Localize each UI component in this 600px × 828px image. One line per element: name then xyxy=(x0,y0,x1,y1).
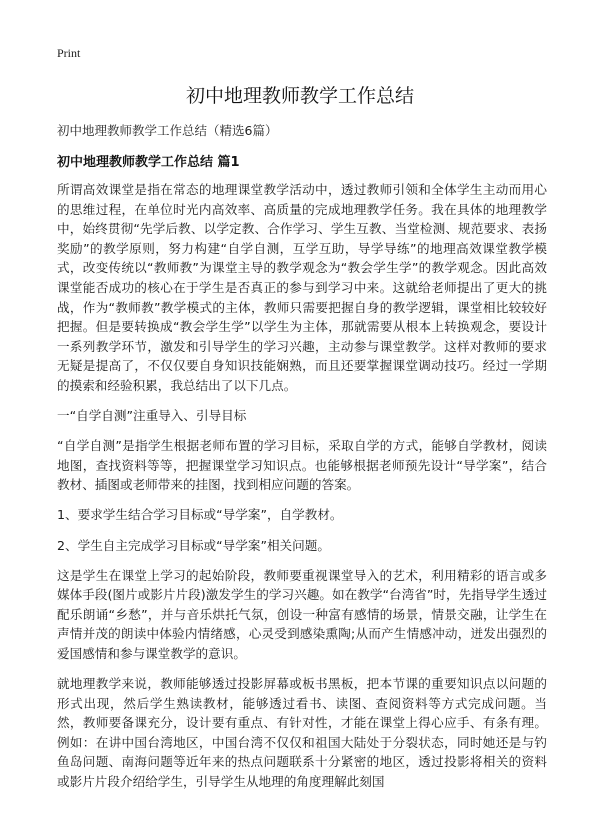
paragraph: 所谓高效课堂是指在常态的地理课堂教学活动中，透过教师引领和全体学生主动而用心的思维过程，在单位时光内高效率、高质量的完成地理教学任务。我在具体的地理教学中，始终贯彻“先学后教、以学定教、合作学习、学生互教、当堂检测、规范要求、表扬奖励”的教学原则，努力构建“自学自测，互学互助，导学导练”的地理高效课堂教学模式，改变传统以“教师教”为课堂主导的教学观念为“教会学生学”的教学观念。因此高效课堂能否成功的核心在于学生是否真正的参与到学习中来。这就给老师提出了更大的挑战，作为“教师教”教学模式的主体，教师只需要把握自身的教学逻辑，课堂相比较较好把握。但是要转换成“教会学生学”以学生为主体，那就需要从根本上转换观念，要设计一系列教学环节，激发和引导学生的学习兴趣，主动参与课堂教学。这样对教师的要求无疑是提高了，不仅仅要自身知识技能娴熟，而且还要掌握课堂调动技巧。经过一学期的摸索和经验积累，我总结出了以下几点。 xyxy=(57,182,547,393)
document-subtitle: 初中地理教师教学工作总结（精选6篇） xyxy=(57,123,278,138)
paragraph: 一“自学自测”注重导入、引导目标 xyxy=(57,408,247,424)
page-title: 初中地理教师教学工作总结 xyxy=(185,85,414,107)
paragraph: “自学自测”是指学生根据老师布置的学习目标，采取自学的方式，能够自学教材，阅读地图，查找资料等等，把握课堂学习知识点。也能够根据老师预先设计“导学案”，结合教材、插图或老师带来的挂图，找到相应问题的答案。 xyxy=(57,438,547,493)
print-link[interactable]: Print xyxy=(57,46,81,60)
paragraph: 2、学生自主完成学习目标或“导学案”相关问题。 xyxy=(57,537,330,553)
paragraph: 这是学生在课堂上学习的起始阶段，教师要重视课堂导入的艺术，利用精彩的语言或多媒体手段(图片或影片片段)激发学生的学习兴趣。如在教学“台湾省”时，先指导学生透过配乐朗诵“乡愁”，并与音乐烘托气氛，创设一种富有感情的场景，情景交融，让学生在声情并茂的朗读中体验内情绪感，心灵受到感染熏陶;从而产生情感冲动，迸发出强烈的爱国感情和参与课堂教学的意识。 xyxy=(57,567,547,661)
paragraph: 就地理教学来说，教师能够透过投影屏幕或板书黑板，把本节课的重要知识点以问题的形式出现，然后学生熟读教材，能够透过看书、读图、查阅资料等方式完成问题。当然，教师要备课充分，设计要有重点、有针对性，才能在课堂上得心应手、有条有理。例如：在讲中国台湾地区，中国台湾不仅仅和祖国大陆处于分裂状态，同时她还是与钓鱼岛问题、南海问题等近年来的热点问题联系十分紧密的地区，透过投影将相关的资料或影片片段介绍给学生，引导学生从地理的角度理解此刻国 xyxy=(57,676,547,790)
paragraph: 1、要求学生结合学习目标或“导学案”，自学教材。 xyxy=(57,507,343,523)
article-body xyxy=(57,180,547,802)
section-heading: 初中地理教师教学工作总结 篇1 xyxy=(57,155,240,170)
